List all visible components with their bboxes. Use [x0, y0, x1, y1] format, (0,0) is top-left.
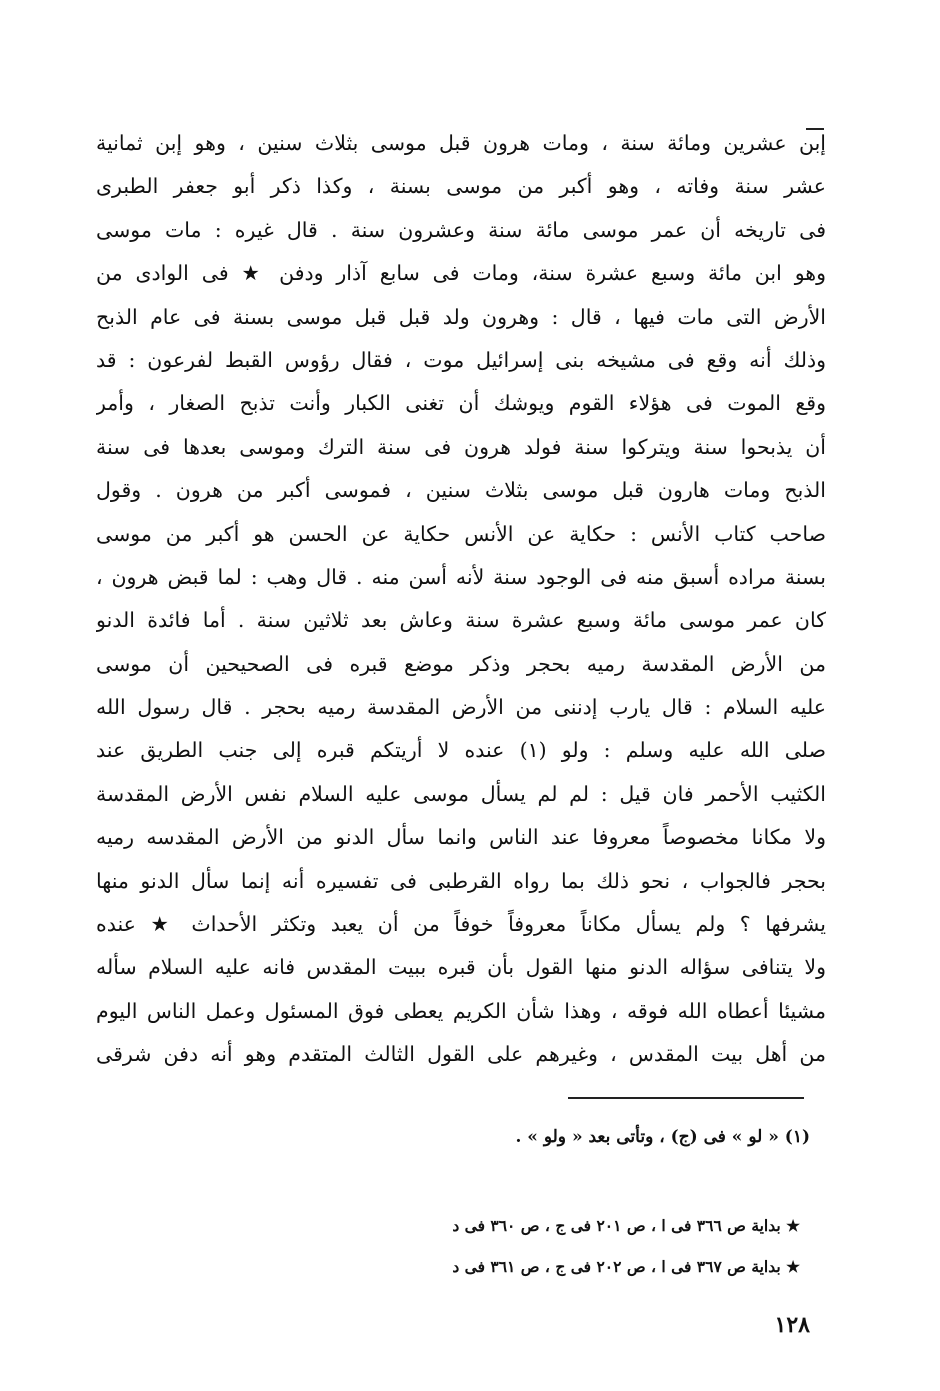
text-line: الكثيب الأحمر فان قيل : لم لم يسأل موسى عليه السلام نفس الأرض المقدسة	[96, 781, 826, 806]
body-text	[96, 122, 826, 1077]
text-line: صلى الله عليه وسلم : ولو (١) عنده لا أريتكم قبره إلى جنب الطريق عند	[96, 738, 826, 763]
text-line: أن يذبحوا سنة ويتركوا سنة فولد هرون فى سنة الترك وموسى بعدها فى سنة	[96, 434, 826, 459]
text-line: إبن عشرين ومائة سنة ، ومات هرون قبل موسى بثلاث سنين ، وهو إبن ثمانية	[96, 131, 826, 155]
text-line: الذبح ومات هارون قبل موسى بثلاث سنين ، فموسى أكبر من هرون . وقول	[96, 478, 826, 503]
text-line: بحجر فالجواب ، نحو ذلك بما رواه القرطبى فى تفسيره أنه إنما سأل الدنو منها	[96, 868, 826, 893]
text-line: عشر سنة وفاته ، وهو أكبر من موسى بسنة ، وكذا ذكر أبو جعفر الطبرى	[96, 174, 826, 199]
page-marker-note: ★ بداية ص ٣٦٦ فى ا ، ص ٢٠١ فى ج ، ص ٣٦٠ فى د	[452, 1216, 800, 1235]
text-line: كان عمر موسى مائة وسبع عشرة سنة وعاش بعد ثلاثين سنة . أما فائدة الدنو	[96, 608, 826, 633]
page-number: ١٢٨	[774, 1312, 810, 1338]
text-line: يشرفها ؟ ولم يسأل مكاناً معروفاً خوفاً من أن يعبد وتكثر الأحداث ★ عنده	[96, 912, 826, 937]
text-line: صاحب كتاب الأنس : حكاية عن الأنس حكاية عن الحسن هو أكبر من موسى	[96, 521, 826, 546]
text-line: بسنة مراده أسبق منه فى الوجود سنة لأنه أسن منه . قال وهب : لما قبض هرون ،	[96, 564, 826, 589]
text-line: ولا يتنافى سؤاله الدنو منها القول بأن قبره ببيت المقدس فانه عليه السلام سأله	[96, 955, 826, 980]
text-line: وذلك أنه وقع فى مشيخه بنى إسرائيل موت ، فقال رؤوس القبط لفرعون : قد	[96, 347, 826, 372]
footnote: (١) « لو » فى (ج) ، وتأتى بعد « ولو » .	[515, 1127, 810, 1147]
text-line: عليه السلام : قال يارب إدننى من الأرض المقدسة رميه بحجر . قال رسول الله	[96, 695, 826, 720]
text-line: وهو ابن مائة وسبع عشرة سنة، ومات فى سابع آذار ودفن ★ فى الوادى من	[96, 261, 826, 286]
text-line: ولا مكانا مخصوصاً معروفا عند الناس وانما سأل الدنو من الأرض المقدسه رميه	[96, 825, 826, 850]
text-line: وقع الموت فى هؤلاء القوم ويوشك أن تغنى الكبار وأنت تذبح الصغار ، وأمر	[96, 391, 826, 416]
text-line: من الأرض المقدسة رميه بحجر وذكر موضع قبره فى الصحيحين أن موسى	[96, 651, 826, 676]
footnote-divider	[568, 1097, 804, 1099]
text-line: من أهل بيت المقدس ، وغيرهم على القول الثالث المتقدم وهو أنه دفن شرقى	[96, 1042, 826, 1067]
page-marker-note: ★ بداية ص ٣٦٧ فى ا ، ص ٢٠٢ فى ج ، ص ٣٦١ فى د	[452, 1257, 800, 1276]
text-line: الأرض التى مات فيها ، قال : وهرون ولد قبل قبل موسى بسنة فى عام الذبح	[96, 304, 826, 329]
text-line: مشيئا أعطاه الله فوقه ، وهذا شأن الكريم يعطى فوق المسئول وعمل الناس اليوم	[96, 998, 826, 1023]
text-line: فى تاريخه أن عمر موسى مائة سنة وعشرون سنة . قال غيره : مات موسى	[96, 217, 826, 242]
